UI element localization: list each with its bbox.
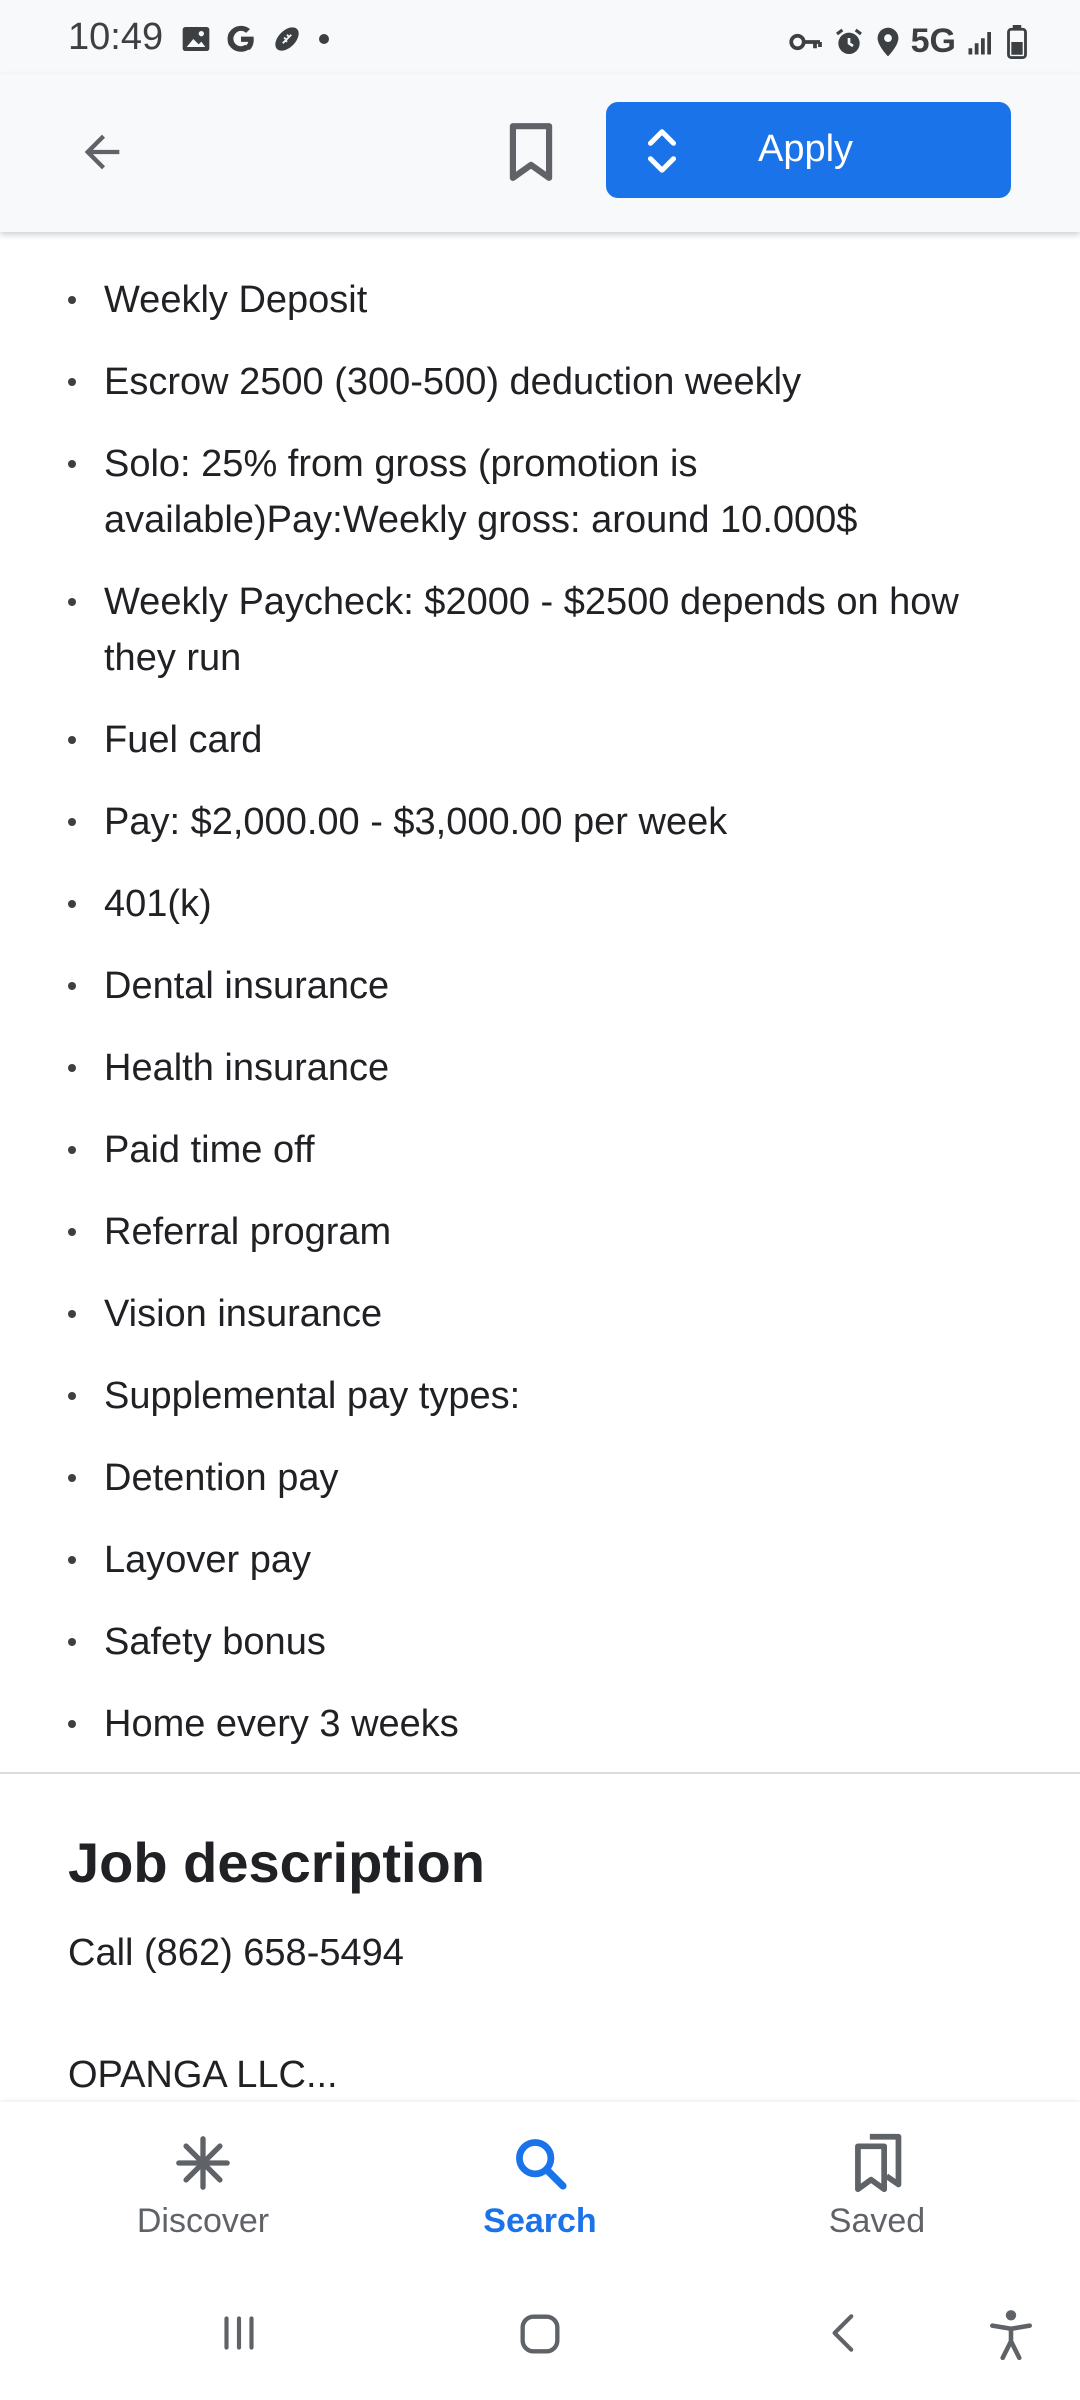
- google-icon: [224, 22, 258, 56]
- benefit-text: Home every 3 weeks: [104, 1703, 459, 1745]
- benefit-text: Layover pay: [104, 1539, 312, 1581]
- top-toolbar: [0, 74, 1080, 232]
- list-item: [0, 354, 1080, 410]
- back-button[interactable]: [66, 122, 138, 186]
- bullet: [68, 1720, 76, 1728]
- save-job-button[interactable]: [496, 116, 566, 192]
- battery-icon: [1006, 25, 1028, 59]
- nav-saved[interactable]: [767, 2132, 987, 2252]
- apply-button-label: Apply: [758, 128, 854, 170]
- nav-search[interactable]: [430, 2132, 650, 2252]
- benefit-text: Health insurance: [104, 1047, 390, 1089]
- benefit-text: Dental insurance: [104, 965, 390, 1007]
- benefit-text: Solo: 25% from gross (promotion is available)Pay:Weekly gross: around 10.000$: [104, 443, 858, 541]
- bullet: [68, 1310, 76, 1318]
- list-item: [0, 1040, 1080, 1096]
- bullet: [68, 1556, 76, 1564]
- accessibility-button[interactable]: [986, 2308, 1036, 2367]
- list-item: [0, 574, 1080, 686]
- bullet: [68, 736, 76, 744]
- signal-icon: [966, 27, 996, 57]
- apply-button[interactable]: [606, 102, 1011, 198]
- accessibility-icon: [986, 2308, 1036, 2367]
- list-item: [0, 1204, 1080, 1260]
- saved-bookmarks-icon: [767, 2132, 987, 2194]
- list-item: [0, 1122, 1080, 1178]
- bullet: [68, 900, 76, 908]
- chevron-left-icon: [820, 2308, 870, 2363]
- list-item: [0, 712, 1080, 768]
- job-details-content[interactable]: [0, 232, 1080, 2102]
- list-item: [0, 1368, 1080, 1424]
- benefit-text: Paid time off: [104, 1129, 315, 1171]
- benefit-text: Referral program: [104, 1211, 392, 1253]
- benefit-text: Escrow 2500 (300-500) deduction weekly: [104, 361, 802, 403]
- list-item: [0, 794, 1080, 850]
- nav-search-label: Search: [483, 2202, 597, 2240]
- status-time: 10:49: [68, 16, 164, 58]
- benefit-text: Weekly Deposit: [104, 279, 368, 321]
- benefits-list: [0, 272, 1080, 1778]
- benefit-text: Detention pay: [104, 1457, 339, 1499]
- nav-saved-label: Saved: [828, 2202, 926, 2240]
- location-icon: [875, 26, 901, 58]
- status-bar: [0, 0, 1080, 74]
- benefit-text: 401(k): [104, 883, 212, 925]
- key-icon: [787, 27, 823, 57]
- bullet: [68, 1146, 76, 1154]
- job-description-company: OPANGA LLC...: [68, 2054, 338, 2096]
- list-item: [0, 272, 1080, 328]
- system-back-button[interactable]: [820, 2308, 870, 2363]
- bullet: [68, 460, 76, 468]
- gallery-icon: [180, 23, 212, 55]
- football-icon: [270, 22, 304, 56]
- status-right-icons: [787, 22, 1028, 61]
- list-item: [0, 1286, 1080, 1342]
- bullet: [68, 598, 76, 606]
- status-left-icons: [180, 22, 332, 56]
- bottom-navigation: [0, 2102, 1080, 2272]
- recent-apps-icon: [214, 2308, 264, 2363]
- recent-apps-button[interactable]: [214, 2308, 264, 2363]
- list-item: [0, 1696, 1080, 1752]
- list-item: [0, 436, 1080, 548]
- system-navigation-bar: [0, 2272, 1080, 2400]
- bullet: [68, 1638, 76, 1646]
- bullet: [68, 1064, 76, 1072]
- bullet: [68, 296, 76, 304]
- job-description-phone: Call (862) 658-5494: [68, 1932, 404, 1974]
- benefit-text: Pay: $2,000.00 - $3,000.00 per week: [104, 801, 728, 843]
- list-item: [0, 1614, 1080, 1670]
- nav-discover[interactable]: [93, 2132, 313, 2252]
- bullet: [68, 1228, 76, 1236]
- section-divider: [0, 1772, 1080, 1774]
- benefit-text: Vision insurance: [104, 1293, 383, 1335]
- arrow-back-icon: [76, 126, 128, 183]
- bullet: [68, 982, 76, 990]
- network-type: 5G: [910, 22, 956, 60]
- search-icon: [430, 2132, 650, 2194]
- expand-chevrons-icon: [644, 126, 680, 181]
- list-item: [0, 1532, 1080, 1588]
- alarm-icon: [833, 26, 865, 58]
- home-button[interactable]: [514, 2308, 566, 2365]
- bookmark-icon: [505, 121, 557, 188]
- list-item: [0, 1450, 1080, 1506]
- nav-discover-label: Discover: [136, 2202, 270, 2240]
- job-description-heading: Job description: [68, 1831, 485, 1894]
- benefit-text: Safety bonus: [104, 1621, 326, 1663]
- dot-icon: [316, 31, 332, 47]
- benefit-text: Weekly Paycheck: $2000 - $2500 depends on how they run: [104, 581, 959, 679]
- bullet: [68, 1474, 76, 1482]
- list-item: [0, 958, 1080, 1014]
- bullet: [68, 378, 76, 386]
- benefit-text: Supplemental pay types:: [104, 1375, 521, 1417]
- benefit-text: Fuel card: [104, 719, 263, 761]
- home-icon: [514, 2308, 566, 2365]
- list-item: [0, 876, 1080, 932]
- asterisk-icon: [93, 2132, 313, 2194]
- bullet: [68, 818, 76, 826]
- bullet: [68, 1392, 76, 1400]
